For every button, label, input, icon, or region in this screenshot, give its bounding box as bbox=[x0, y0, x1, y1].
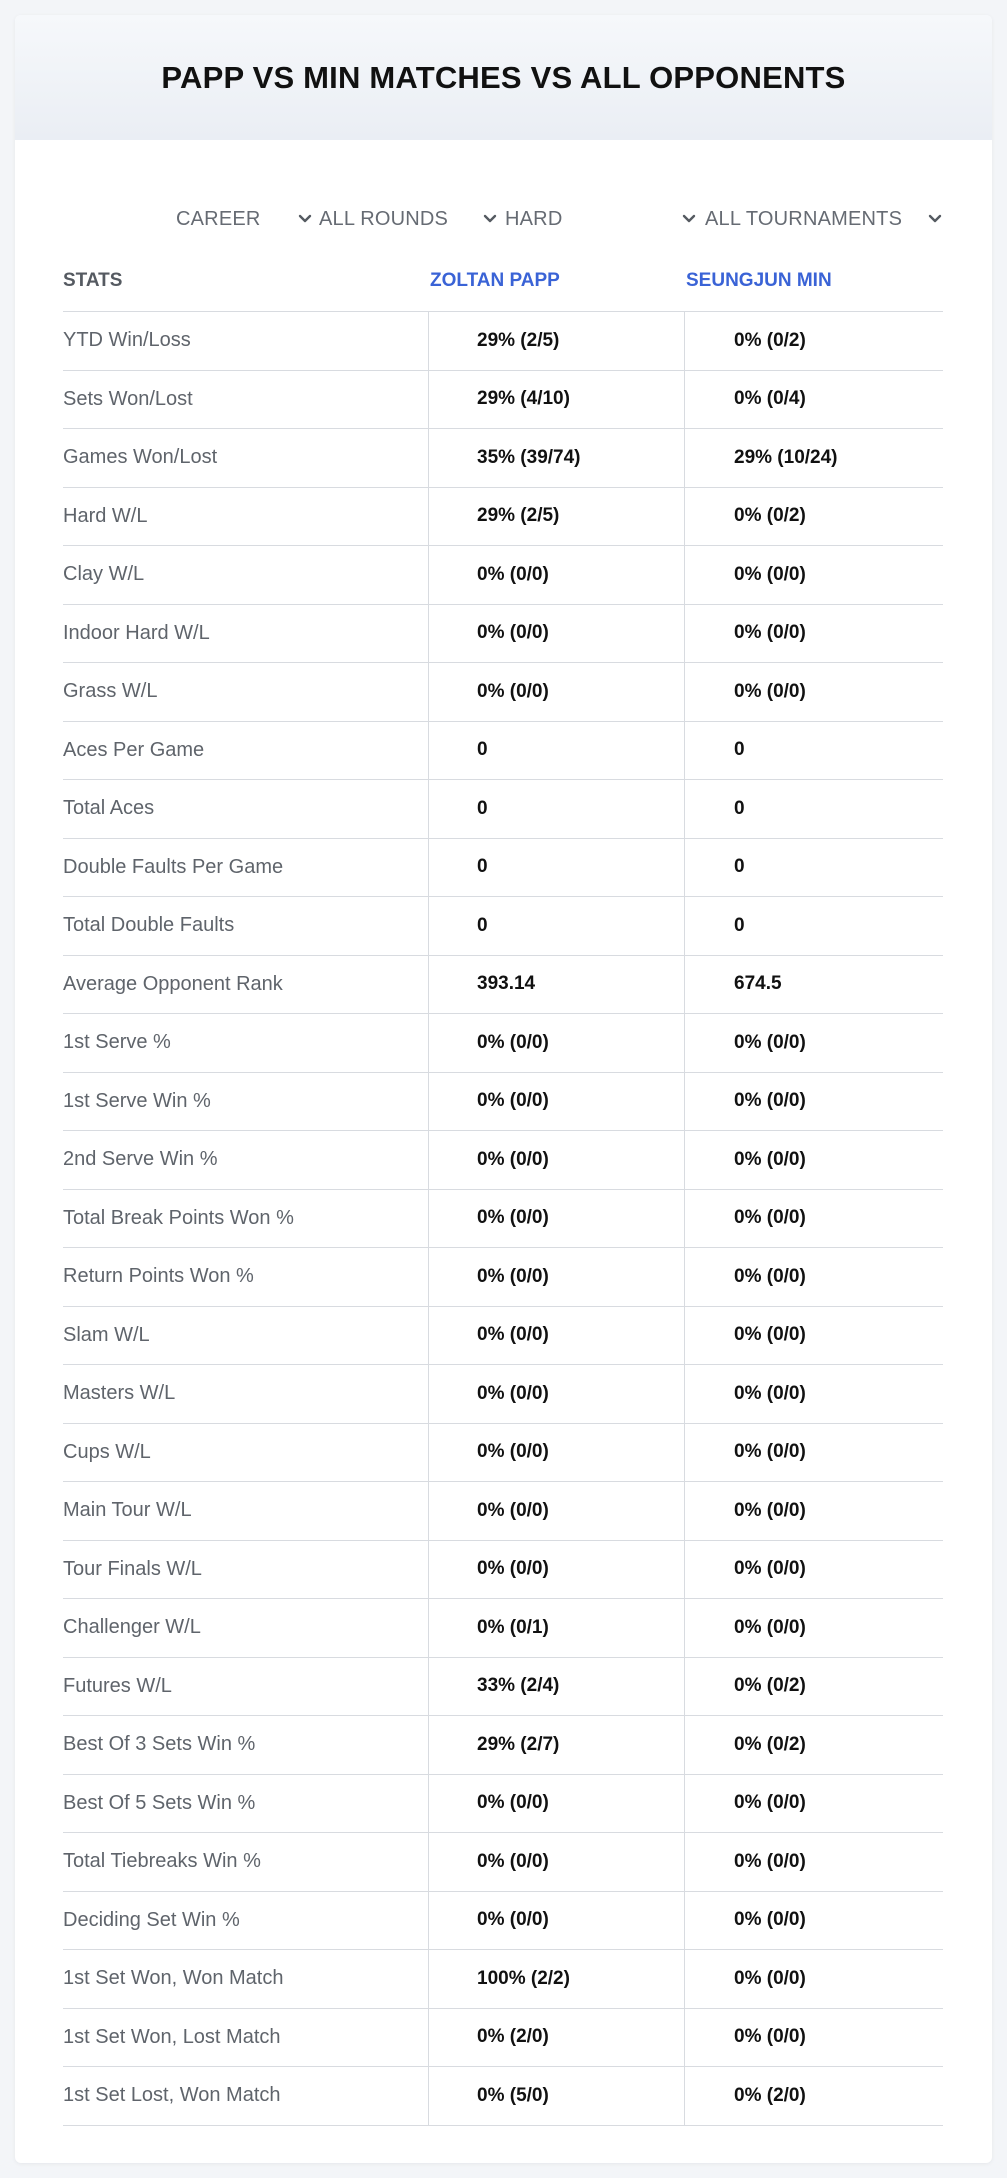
player1-value: 0% (0/0) bbox=[429, 1541, 685, 1599]
table-row bbox=[63, 1599, 943, 1658]
chevron-down-icon bbox=[682, 212, 696, 226]
stat-label: Total Double Faults bbox=[63, 897, 429, 955]
player2-value: 0 bbox=[734, 914, 745, 936]
stat-label: Aces Per Game bbox=[63, 722, 429, 780]
player2-value: 0% (0/0) bbox=[734, 1850, 806, 1872]
player2-value: 0% (0/0) bbox=[734, 1967, 806, 1989]
stat-label: Total Tiebreaks Win % bbox=[63, 1833, 429, 1891]
player1-value: 0 bbox=[429, 897, 685, 955]
stat-label: Best Of 5 Sets Win % bbox=[63, 1775, 429, 1833]
player2-value: 0% (0/4) bbox=[734, 388, 806, 410]
stat-label: YTD Win/Loss bbox=[63, 312, 429, 370]
player2-value: 0% (0/0) bbox=[734, 1090, 806, 1112]
table-row bbox=[63, 1131, 943, 1190]
page-title: PAPP VS MIN MATCHES VS ALL OPPONENTS bbox=[161, 59, 846, 95]
player2-value: 0% (0/0) bbox=[734, 1558, 806, 1580]
player2-value: 0% (0/0) bbox=[734, 1382, 806, 1404]
chevron-down-icon bbox=[928, 212, 942, 226]
player1-value: 29% (2/5) bbox=[429, 312, 685, 370]
table-row bbox=[63, 1073, 943, 1132]
player1-value: 0% (2/0) bbox=[429, 2009, 685, 2067]
table-row bbox=[63, 1307, 943, 1366]
player1-value: 0% (0/0) bbox=[429, 1365, 685, 1423]
player1-value: 0% (0/0) bbox=[429, 546, 685, 604]
table-row bbox=[63, 1248, 943, 1307]
table-row bbox=[63, 605, 943, 664]
table-row bbox=[63, 1950, 943, 2009]
table-header bbox=[63, 251, 943, 312]
player1-value: 0% (0/0) bbox=[429, 1131, 685, 1189]
table-row bbox=[63, 663, 943, 722]
chevron-down-icon bbox=[298, 212, 312, 226]
player1-value: 0 bbox=[429, 839, 685, 897]
player1-value: 29% (2/5) bbox=[429, 488, 685, 546]
table-row bbox=[63, 1365, 943, 1424]
chevron-down-icon bbox=[483, 212, 497, 226]
player1-value: 0% (0/0) bbox=[429, 1775, 685, 1833]
table-row bbox=[63, 2009, 943, 2068]
table-row bbox=[63, 1190, 943, 1249]
stat-label: Futures W/L bbox=[63, 1658, 429, 1716]
table-row bbox=[63, 429, 943, 488]
player2-value: 0% (0/0) bbox=[734, 1148, 806, 1170]
stat-label: Main Tour W/L bbox=[63, 1482, 429, 1540]
stats-card bbox=[15, 15, 992, 2163]
card-header bbox=[15, 15, 992, 140]
player1-value: 0% (0/0) bbox=[429, 1892, 685, 1950]
player2-value: 0% (0/0) bbox=[734, 1324, 806, 1346]
stat-label: Average Opponent Rank bbox=[63, 956, 429, 1014]
player2-value: 0% (0/0) bbox=[734, 1499, 806, 1521]
player2-value: 0% (0/0) bbox=[734, 1031, 806, 1053]
player2-value: 0% (0/2) bbox=[734, 505, 806, 527]
stat-label: 1st Set Lost, Won Match bbox=[63, 2067, 429, 2125]
player2-value: 0% (0/0) bbox=[734, 1441, 806, 1463]
stat-label: Deciding Set Win % bbox=[63, 1892, 429, 1950]
table-row bbox=[63, 897, 943, 956]
table-row bbox=[63, 371, 943, 430]
player1-value: 0% (0/0) bbox=[429, 1014, 685, 1072]
player1-value: 0% (0/0) bbox=[429, 1833, 685, 1891]
stat-label: Slam W/L bbox=[63, 1307, 429, 1365]
table-row bbox=[63, 1716, 943, 1775]
player1-value: 0% (0/0) bbox=[429, 1073, 685, 1131]
table-body bbox=[63, 312, 943, 2126]
table-row bbox=[63, 546, 943, 605]
table-row bbox=[63, 488, 943, 547]
stat-label: Clay W/L bbox=[63, 546, 429, 604]
player2-value: 0% (0/0) bbox=[734, 1909, 806, 1931]
player1-value: 29% (2/7) bbox=[429, 1716, 685, 1774]
player2-value: 0% (0/2) bbox=[734, 1733, 806, 1755]
stat-label: Tour Finals W/L bbox=[63, 1541, 429, 1599]
player2-value: 0% (0/0) bbox=[734, 1207, 806, 1229]
stat-label: Indoor Hard W/L bbox=[63, 605, 429, 663]
player2-value: 0% (0/0) bbox=[734, 2026, 806, 2048]
stat-label: Games Won/Lost bbox=[63, 429, 429, 487]
stat-label: Cups W/L bbox=[63, 1424, 429, 1482]
player2-value: 0 bbox=[734, 856, 745, 878]
surface-select[interactable] bbox=[505, 187, 696, 251]
stats-table bbox=[63, 251, 943, 2126]
player1-value: 0% (0/0) bbox=[429, 1190, 685, 1248]
round-select-value: ALL ROUNDS bbox=[319, 207, 449, 230]
table-row bbox=[63, 1833, 943, 1892]
stat-label: 1st Set Won, Won Match bbox=[63, 1950, 429, 2008]
table-row bbox=[63, 839, 943, 898]
round-select[interactable] bbox=[319, 187, 497, 251]
player2-value: 0% (0/2) bbox=[734, 329, 806, 351]
player1-value: 0% (0/0) bbox=[429, 1482, 685, 1540]
player1-column-header[interactable]: ZOLTAN PAPP bbox=[430, 270, 560, 291]
filter-bar bbox=[15, 187, 992, 251]
table-row bbox=[63, 1541, 943, 1600]
player2-value: 674.5 bbox=[734, 973, 782, 995]
stat-label: 1st Serve % bbox=[63, 1014, 429, 1072]
table-row bbox=[63, 1658, 943, 1717]
player2-value: 0% (2/0) bbox=[734, 2084, 806, 2106]
surface-select-value: HARD bbox=[505, 207, 563, 230]
player2-value: 29% (10/24) bbox=[734, 446, 838, 468]
table-row bbox=[63, 1892, 943, 1951]
stat-label: 2nd Serve Win % bbox=[63, 1131, 429, 1189]
table-row bbox=[63, 1424, 943, 1483]
player2-value: 0% (0/0) bbox=[734, 1792, 806, 1814]
table-row bbox=[63, 1482, 943, 1541]
table-row bbox=[63, 2067, 943, 2126]
tournament-select-value: ALL TOURNAMENTS bbox=[705, 207, 903, 230]
player2-value: 0% (0/0) bbox=[734, 1265, 806, 1287]
stat-label: Hard W/L bbox=[63, 488, 429, 546]
player2-value: 0% (0/2) bbox=[734, 1675, 806, 1697]
stat-label: Total Break Points Won % bbox=[63, 1190, 429, 1248]
player2-column-header[interactable]: SEUNGJUN MIN bbox=[686, 270, 832, 291]
table-row bbox=[63, 956, 943, 1015]
stat-label: Return Points Won % bbox=[63, 1248, 429, 1306]
player1-value: 0 bbox=[429, 722, 685, 780]
player1-value: 0% (0/0) bbox=[429, 663, 685, 721]
table-row bbox=[63, 1014, 943, 1073]
player2-value: 0 bbox=[734, 797, 745, 819]
player1-value: 35% (39/74) bbox=[429, 429, 685, 487]
player1-value: 100% (2/2) bbox=[429, 1950, 685, 2008]
stats-column-header: STATS bbox=[63, 270, 123, 291]
stat-label: Double Faults Per Game bbox=[63, 839, 429, 897]
table-row bbox=[63, 722, 943, 781]
stat-label: Best Of 3 Sets Win % bbox=[63, 1716, 429, 1774]
period-select-value: CAREER bbox=[176, 207, 261, 230]
stat-label: 1st Serve Win % bbox=[63, 1073, 429, 1131]
player2-value: 0 bbox=[734, 739, 745, 761]
player1-value: 0% (0/0) bbox=[429, 1424, 685, 1482]
tournament-select[interactable] bbox=[705, 187, 942, 251]
table-row bbox=[63, 1775, 943, 1834]
player1-value: 0% (0/0) bbox=[429, 1248, 685, 1306]
stat-label: Challenger W/L bbox=[63, 1599, 429, 1657]
stat-label: Total Aces bbox=[63, 780, 429, 838]
player2-value: 0% (0/0) bbox=[734, 563, 806, 585]
table-row bbox=[63, 312, 943, 371]
stat-label: Sets Won/Lost bbox=[63, 371, 429, 429]
player2-value: 0% (0/0) bbox=[734, 1616, 806, 1638]
player1-value: 393.14 bbox=[429, 956, 685, 1014]
period-select[interactable] bbox=[176, 187, 312, 251]
player1-value: 0% (0/1) bbox=[429, 1599, 685, 1657]
player1-value: 0% (5/0) bbox=[429, 2067, 685, 2125]
player1-value: 0% (0/0) bbox=[429, 1307, 685, 1365]
stat-label: Grass W/L bbox=[63, 663, 429, 721]
table-row bbox=[63, 780, 943, 839]
player2-value: 0% (0/0) bbox=[734, 680, 806, 702]
player1-value: 0 bbox=[429, 780, 685, 838]
player1-value: 29% (4/10) bbox=[429, 371, 685, 429]
stat-label: Masters W/L bbox=[63, 1365, 429, 1423]
stat-label: 1st Set Won, Lost Match bbox=[63, 2009, 429, 2067]
player2-value: 0% (0/0) bbox=[734, 622, 806, 644]
player1-value: 33% (2/4) bbox=[429, 1658, 685, 1716]
player1-value: 0% (0/0) bbox=[429, 605, 685, 663]
